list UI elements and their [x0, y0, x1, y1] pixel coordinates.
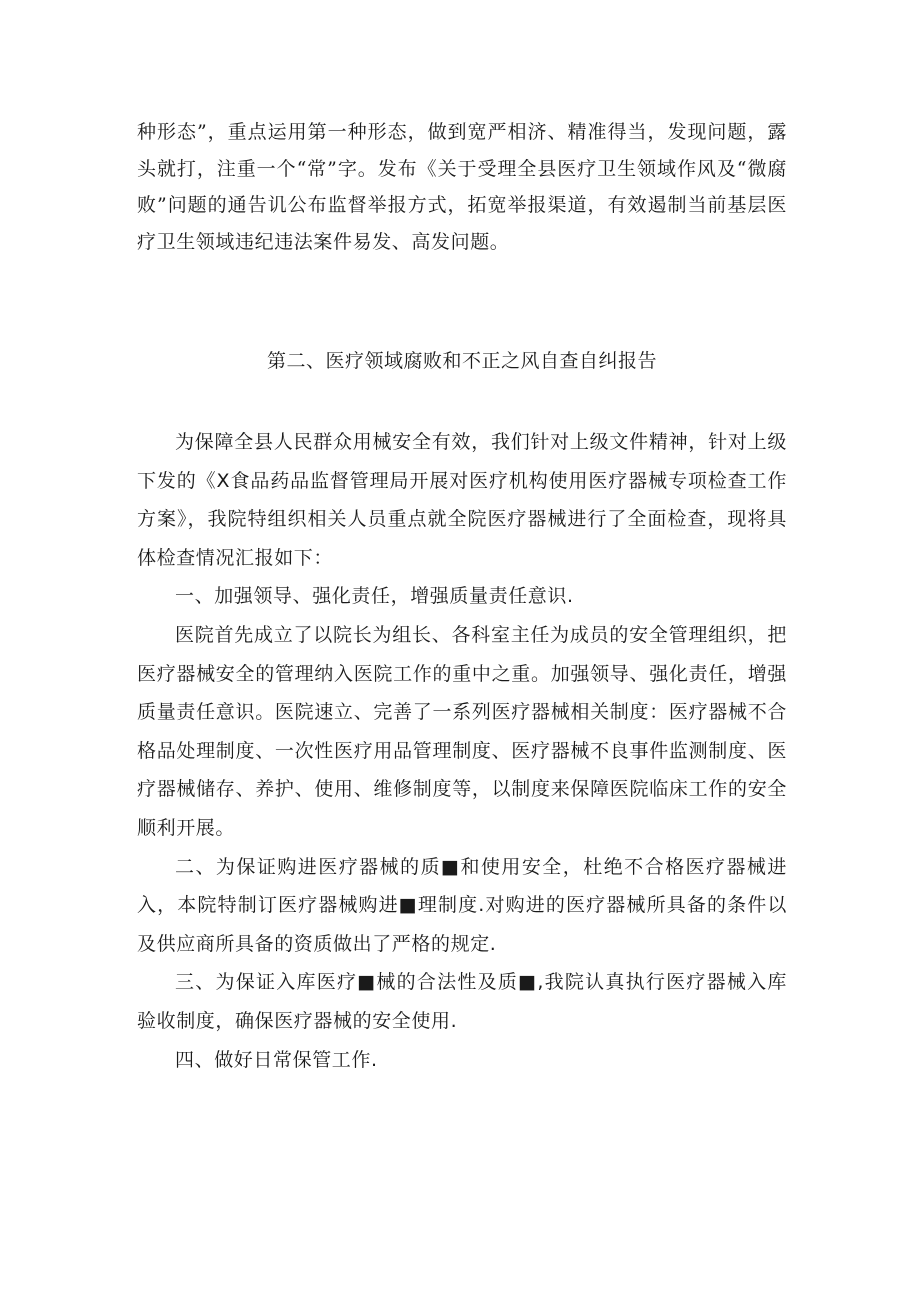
intro-paragraph: 为保障全县人民群众用械安全有效，我们针对上级文件精神，针对上级下发的《X食品药品监督管理局开展对医疗机构使用医疗器械专项检查工作方案》，我院特组织相关人员重点就全院医疗器械进行了全面检查，现将具体检查情况汇报如下：: [137, 431, 787, 569]
point-four-heading: 四、做好日常保管工作.: [175, 1048, 378, 1071]
point-one-heading: 一、加强领导、强化责任，增强质量责任意识.: [175, 585, 574, 608]
paragraph-text: 种形态”，重点运用第一种形态，做到宽严相济、精准得当，发现问题，露头就打，注重一个“常”字。发布《关于受理全县医疗卫生领域作风及“微腐败”问题的通告讥公布监督举报方式，拓宽举报渠道，有效遏制当前基层医疗卫生领域违纪违法案件易发、高发问题。: [137, 121, 787, 253]
continued-paragraph: [137, 114, 787, 260]
point-two-paragraph: 二、为保证购进医疗器械的质■和使用安全，杜绝不合格医疗器械进入，本院特制订医疗器械购进■理制度.对购进的医疗器械所具备的条件以及供应商所具备的资质做出了严格的规定.: [137, 855, 788, 955]
point-three-paragraph: 三、为保证入库医疗■械的合法性及质■,我院认真执行医疗器械入库验收制度，确保医疗器械的安全使用.: [137, 971, 787, 1032]
report-body: [137, 423, 787, 1079]
point-one-paragraph: 医院首先成立了以院长为组长、各科室主任为成员的安全管理组织，把医疗器械安全的管理纳入医院工作的重中之重。加强领导、强化责任，增强质量责任意识。医院速立、完善了一系列医疗器械相关制度：医疗器械不合格品处理制度、一次性医疗用品管理制度、医疗器械不良事件监测制度、医疗器械储存、养护、使用、维修制度等，以制度来保障医院临床工作的安全顺利开展。: [137, 623, 787, 839]
section-heading: 第二、医疗领域腐败和不正之风自查自纠报告: [266, 350, 657, 372]
